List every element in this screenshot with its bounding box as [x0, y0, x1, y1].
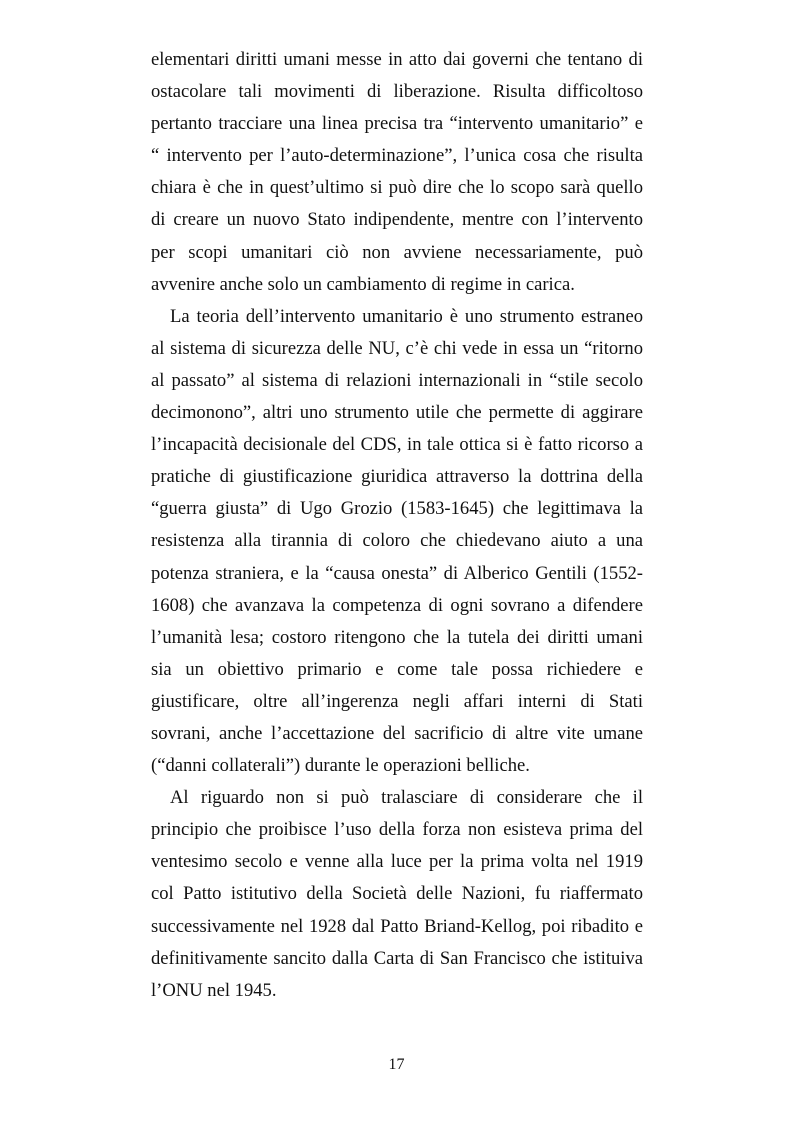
text-line: “guerra giusta” di Ugo Grozio (1583-1645) che legittimava la: [151, 498, 643, 520]
paragraph-3: [151, 782, 643, 1007]
text-line: principio che proibisce l’uso della forza non esisteva prima del: [151, 819, 643, 841]
text-line: col Patto istitutivo della Società delle Nazioni, fu riaffermato: [151, 883, 643, 905]
text-line: ostacolare tali movimenti di liberazione. Risulta difficoltoso: [151, 81, 643, 103]
text-line: potenza straniera, e la “causa onesta” di Alberico Gentili (1552-: [151, 562, 643, 584]
text-line: al passato” al sistema di relazioni internazionali in “stile secolo: [151, 369, 643, 391]
text-line: avvenire anche solo un cambiamento di regime in carica.: [151, 273, 575, 295]
text-line: l’incapacità decisionale del CDS, in tale ottica si è fatto ricorso a: [151, 434, 643, 456]
text-line: successivamente nel 1928 dal Patto Briand-Kellog, poi ribadito e: [151, 915, 643, 937]
page-number: 17: [388, 1056, 405, 1073]
text-line: resistenza alla tirannia di coloro che chiedevano aiuto a una: [151, 530, 643, 552]
text-line: pratiche di giustificazione giuridica attraverso la dottrina della: [151, 466, 643, 488]
text-line: decimonono”, altri uno strumento utile che permette di aggirare: [151, 402, 643, 424]
text-line: per scopi umanitari ciò non avviene necessariamente, può: [151, 241, 643, 263]
text-line: pertanto tracciare una linea precisa tra “intervento umanitario” e: [151, 113, 643, 135]
text-line: Al riguardo non si può tralasciare di considerare che il: [170, 787, 643, 809]
text-line: sovrani, anche l’accettazione del sacrificio di altre vite umane: [151, 722, 643, 744]
text-line: l’ONU nel 1945.: [151, 979, 277, 1001]
text-line: ventesimo secolo e venne alla luce per la prima volta nel 1919: [151, 851, 643, 873]
text-line: elementari diritti umani messe in atto dai governi che tentano di: [151, 49, 643, 70]
text-line: definitivamente sancito dalla Carta di San Francisco che istituiva: [151, 947, 643, 969]
text-line: (“danni collaterali”) durante le operazioni belliche.: [151, 755, 530, 777]
text-line: di creare un nuovo Stato indipendente, mentre con l’intervento: [151, 209, 643, 231]
text-line: La teoria dell’intervento umanitario è uno strumento estraneo: [170, 305, 643, 327]
text-line: sia un obiettivo primario e come tale possa richiedere e: [151, 658, 643, 680]
paragraph-2: [151, 301, 643, 782]
text-line: al sistema di sicurezza delle NU, c’è chi vede in essa un “ritorno: [151, 337, 643, 359]
text-line: “ intervento per l’auto-determinazione”, l’unica cosa che risulta: [151, 145, 643, 167]
page-body: [151, 44, 643, 1007]
text-line: giustificare, oltre all’ingerenza negli affari interni di Stati: [151, 690, 643, 712]
text-line: chiara è che in quest’ultimo si può dire che lo scopo sarà quello: [151, 177, 643, 199]
text-line: l’umanità lesa; costoro ritengono che la tutela dei diritti umani: [151, 626, 643, 648]
text-line: 1608) che avanzava la competenza di ogni sovrano a difendere: [151, 594, 643, 616]
paragraph-1: [151, 44, 643, 301]
